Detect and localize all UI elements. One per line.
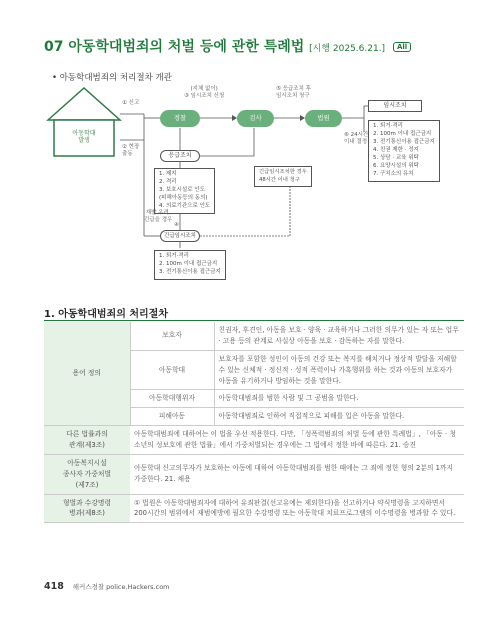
protective-item: 6. 요양시설의 위탁 xyxy=(373,162,419,169)
police-node: 경찰 xyxy=(160,110,200,127)
content-cell: 친권자, 후견인, 아동을 보호 · 양육 · 교육하거나 그러한 의무가 있는 자 또는 업무 · 고용 등의 관계로 사실상 아동을 보호 · 감독하는 자를 말한다. xyxy=(214,322,464,350)
subcategory-cell: 아동학대행위자 xyxy=(130,390,214,408)
protective-order-node: 임시조치 xyxy=(368,100,422,112)
page-number: 418 xyxy=(44,581,64,592)
urgent-item: 1. 퇴거·격리 xyxy=(159,253,189,259)
table-row xyxy=(44,454,464,494)
table-row xyxy=(44,494,464,523)
emergency-item: 4. 의료기관으로 인도 xyxy=(159,202,211,209)
decision-24h-label: ⑥ 24시간 이내 결정 xyxy=(344,132,369,146)
emergency-item: 1. 제지 xyxy=(159,171,177,177)
subcategory-cell: 보호자 xyxy=(130,322,214,350)
protective-items-list xyxy=(368,120,440,182)
page-footer xyxy=(44,581,170,592)
house-roof-icon xyxy=(48,88,120,120)
content-cell: 아동학대범죄를 범한 사람 및 그 공범을 말한다. xyxy=(214,390,464,408)
request-label: ⑤ 응급조치 후 임시조치 청구 xyxy=(276,86,311,100)
protective-item: 4. 친권 제한 · 정지 xyxy=(373,146,419,153)
content-cell: 보호자를 포함한 성인이 아동의 건강 또는 복지를 해치거나 정상적 발달을 저해할 수 있는 신체적 · 정신적 · 성적 폭력이나 가혹행위를 하는 것과 아동의 보호자가 아동을 유기하거나 방임하는 것을 말한다. xyxy=(214,350,464,390)
page-title xyxy=(44,36,411,56)
emergency-items-list xyxy=(154,168,215,214)
content-cell: ① 법원은 아동학대범죄자에 대하여 유죄판결(선고유예는 제외한다)을 선고하거나 약식명령을 고지하면서 200시간의 범위에서 재범예방에 필요한 수강명령 또는 아동학대 치료프로그램의 이수명령을 병과할 수 있다. xyxy=(130,494,464,523)
emergency-item: 3. 보호시설로 인도 xyxy=(159,186,205,193)
protective-item: 2. 100m 이내 접근금지 xyxy=(373,130,432,137)
content-cell: 아동학대 신고의무자가 보호하는 아동에 대하여 아동학대범죄를 범한 때에는 그 죄에 정한 형의 2분의 1까지 가중한다. 21. 채용 xyxy=(130,454,464,494)
table-row xyxy=(44,426,464,455)
72h-note-box: 긴급임시조치한 경우 48시간 이내 청구 xyxy=(254,166,312,187)
abuse-occurrence-label: 아동학대 발생 xyxy=(72,129,96,144)
urgent-items-list xyxy=(154,250,226,280)
urgent-measure-node: 긴급임시조치 xyxy=(160,230,200,242)
process-flowchart xyxy=(44,84,452,284)
emergency-item: (피해아동등의 동의) xyxy=(159,194,208,201)
section-heading: 1. 아동학대범죄의 처리절차 xyxy=(44,309,168,320)
subcategory-cell: 아동학대 xyxy=(130,350,214,390)
recurrence-label: 재발 우려, 긴급을 경우 xyxy=(144,210,173,224)
table-row xyxy=(44,322,464,350)
send-label: (지체 없이) ③ 임시조치 신청 xyxy=(184,86,225,100)
category-cell: 형벌과 수강명령 병과(제8조) xyxy=(44,494,130,523)
content-cell: 아동학대범죄에 대하여는 이 법을 우선 적용한다. 다만, 「성폭력범죄의 처벌 등에 관한 특례법」, 「아동 · 청소년의 성보호에 관한 법률」에서 가중처벌되는 경우에는 그 법에서 정한 바에 따른다. 21. 승진 xyxy=(130,426,464,455)
emergency-measure-node: 응급조치 xyxy=(160,150,200,162)
procedure-table xyxy=(44,322,464,523)
emergency-item: 2. 격리 xyxy=(159,178,177,185)
report-label: ① 신고 xyxy=(122,100,140,106)
urgent-item: 3. 전기통신이용 접근금지 xyxy=(159,268,221,275)
prosecution-node: 검사 xyxy=(237,110,274,127)
onsite-label: ② 현장 출동 xyxy=(122,144,140,158)
subcategory-cell: 피해아동 xyxy=(130,408,214,426)
category-cell: 다른 법률과의 관계(제3조) xyxy=(44,426,130,455)
title-sub: [시행 2025.6.21.] xyxy=(309,44,386,54)
protective-item: 5. 상담 · 교육 위탁 xyxy=(373,154,419,161)
category-cell: 용어 정의 xyxy=(44,322,130,426)
content-cell: 아동학대범죄로 인하여 직접적으로 피해를 입은 아동을 말한다. xyxy=(214,408,464,426)
all-badge: All xyxy=(393,42,411,52)
protective-item: 7. 구치소의 유치 xyxy=(373,170,414,177)
protective-item: 3. 전기통신이용 접근금지 xyxy=(373,138,435,145)
section-divider xyxy=(44,320,464,321)
urgent-item: 2. 100m 이내 접근금지 xyxy=(159,260,218,267)
court-node: 법원 xyxy=(305,110,342,127)
category-cell: 아동복지시설 종사자 가중처벌 (제7조) xyxy=(44,454,130,494)
bullet-heading: • 아동학대범죄의 처리절차 개관 xyxy=(52,73,172,83)
protective-item: 1. 퇴거·격리 xyxy=(373,123,403,129)
step-4-label: ④ xyxy=(174,222,179,228)
title-main: 07 아동학대범죄의 처벌 등에 관한 특례법 xyxy=(44,39,305,55)
footer-brand: 해커스경찰 police.Hackers.com xyxy=(72,583,170,591)
